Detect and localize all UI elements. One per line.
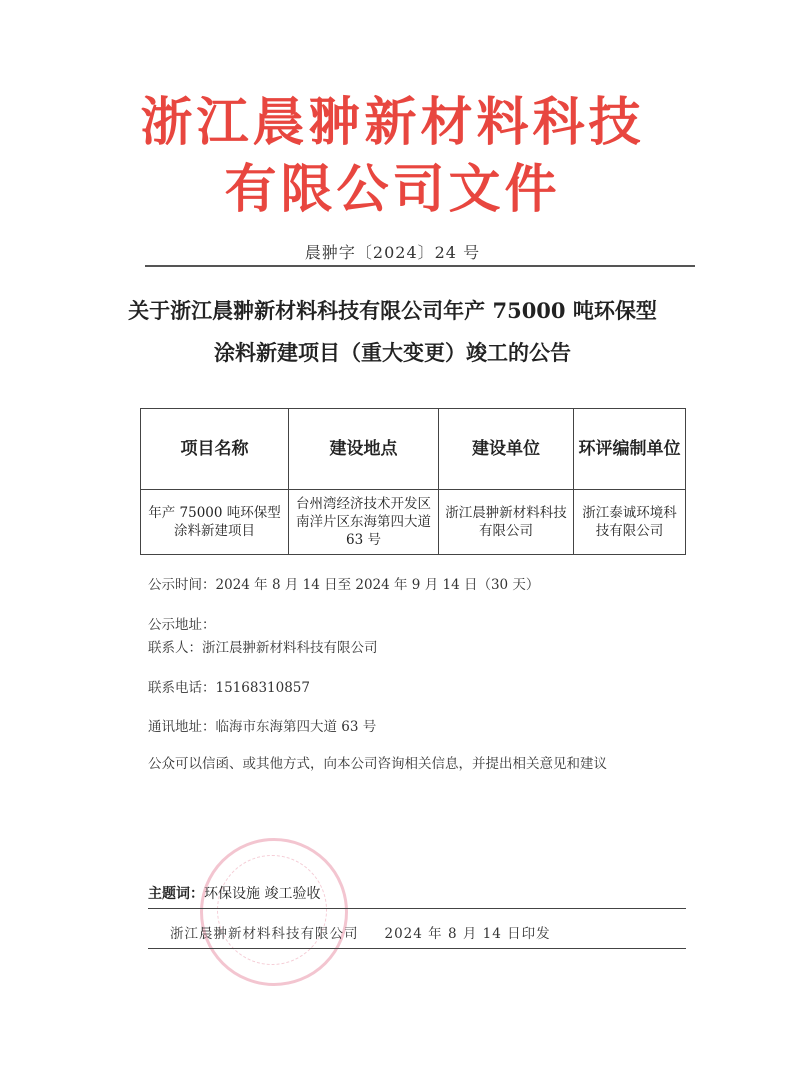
contact-person: 联系人：浙江晨翀新材料科技有限公司 <box>148 640 378 656</box>
header-project-name: 项目名称 <box>141 409 289 490</box>
cell-location: 台州湾经济技术开发区南洋片区东海第四大道 63 号 <box>289 490 439 555</box>
cell-project-name: 年产 75000 吨环保型涂料新建项目 <box>141 490 289 555</box>
cell-builder: 浙江晨翀新材料科技有限公司 <box>439 490 574 555</box>
subject-value: 环保设施 竣工验收 <box>204 886 321 902</box>
company-title-line2: 有限公司文件 <box>224 160 561 220</box>
project-info-table <box>140 408 686 555</box>
mailing-address: 通讯地址：临海市东海第四大道 63 号 <box>148 719 377 735</box>
table-header-row <box>141 409 686 490</box>
header-location: 建设地点 <box>289 409 439 490</box>
public-feedback-note: 公众可以信函、或其他方式，向本公司咨询相关信息，并提出相关意见和建议 <box>148 756 607 772</box>
table-row <box>141 490 686 555</box>
publicity-address: 公示地址： <box>148 617 216 633</box>
company-seal <box>200 838 348 986</box>
document-number: 晨翀字〔2024〕24 号 <box>304 243 481 262</box>
footer-date: 2024 年 8 月 14 日印发 <box>384 926 551 942</box>
publicity-period: 公示时间：2024 年 8 月 14 日至 2024 年 9 月 14 日（30 天） <box>148 577 540 593</box>
notice-title-line2: 涂料新建项目（重大变更）竣工的公告 <box>214 340 571 365</box>
header-eia-unit: 环评编制单位 <box>574 409 686 490</box>
cell-eia-unit: 浙江泰诚环境科技有限公司 <box>574 490 686 555</box>
subject-keywords <box>148 883 320 903</box>
header-builder: 建设单位 <box>439 409 574 490</box>
notice-title-line1: 关于浙江晨翀新材料科技有限公司年产 75000 吨环保型 <box>128 298 657 323</box>
footer-divider-top <box>148 908 686 909</box>
subject-label: 主题词： <box>148 886 204 902</box>
contact-phone: 联系电话：15168310857 <box>148 680 310 696</box>
header-divider <box>145 265 695 267</box>
company-title-line1: 浙江晨翀新材料科技 <box>140 93 645 153</box>
footer-company: 浙江晨翀新材料科技有限公司 <box>170 926 359 942</box>
footer-divider-bottom <box>148 948 686 949</box>
issue-footer <box>170 922 551 942</box>
